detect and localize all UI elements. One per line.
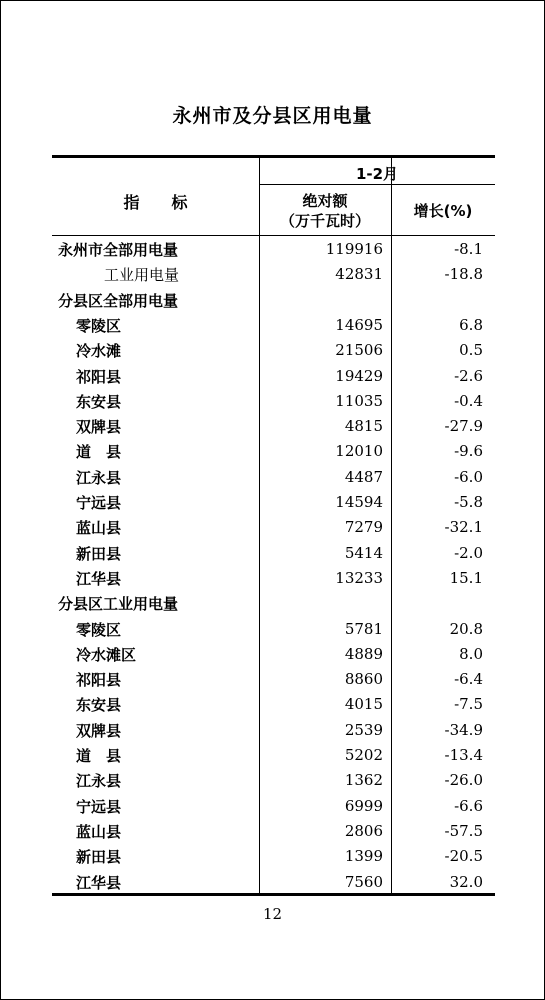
row-growth: -18.8 [444, 265, 483, 284]
row-growth: -6.6 [454, 796, 483, 815]
row-indicator: 宁远县 [76, 494, 122, 512]
row-growth: -57.5 [444, 821, 483, 840]
table-row [52, 869, 495, 894]
row-value: 13233 [335, 568, 383, 587]
row-growth: 32.0 [449, 872, 483, 891]
row-growth: -7.5 [454, 695, 483, 714]
row-growth: -13.4 [444, 746, 483, 764]
row-growth: -6.0 [454, 467, 483, 486]
header-period: 1-2月 [355, 165, 399, 183]
table-row [52, 261, 495, 286]
table-row [52, 438, 495, 463]
header-growth: 增长(%) [413, 202, 473, 220]
row-indicator: 东安县 [76, 696, 122, 715]
table-row [52, 717, 495, 742]
row-indicator: 冷水滩 [76, 342, 122, 361]
table-row [52, 514, 495, 539]
table-row [52, 464, 495, 489]
row-value: 6999 [344, 796, 383, 815]
row-growth: -8.1 [454, 240, 483, 258]
row-indicator: 江华县 [76, 873, 122, 892]
table-row [52, 742, 495, 767]
row-value: 21506 [335, 341, 383, 360]
table-row [52, 565, 495, 590]
table-row [52, 590, 495, 615]
table-row [52, 616, 495, 641]
row-indicator: 道 县 [76, 443, 122, 462]
table-row [52, 363, 495, 388]
row-growth: 8.0 [459, 644, 483, 663]
page-title: 永州市及分县区用电量 [172, 105, 373, 127]
row-growth: 20.8 [449, 619, 483, 638]
row-value: 4889 [344, 644, 383, 663]
row-value: 5781 [344, 619, 383, 638]
table-row [52, 413, 495, 438]
header-indicator: 指 标 [123, 193, 188, 212]
row-value: 4487 [344, 467, 383, 486]
table-row [52, 540, 495, 565]
row-growth: -34.9 [444, 720, 483, 739]
row-indicator: 双牌县 [76, 721, 122, 740]
row-value: 12010 [335, 442, 383, 461]
row-indicator: 分县区工业用电量 [58, 595, 179, 614]
row-indicator: 祁阳县 [76, 367, 122, 386]
row-value: 19429 [335, 366, 383, 385]
row-value: 5202 [344, 746, 383, 764]
row-indicator: 江永县 [76, 468, 122, 487]
row-indicator: 双牌县 [76, 418, 122, 437]
row-growth: -2.6 [454, 366, 483, 385]
row-value: 2539 [344, 720, 383, 739]
table-row [52, 843, 495, 868]
row-indicator: 零陵区 [76, 620, 122, 639]
row-value: 7560 [344, 872, 383, 891]
table-row [52, 236, 495, 261]
row-indicator: 工业用电量 [104, 266, 180, 285]
row-indicator: 道 县 [76, 747, 122, 765]
row-value: 42831 [335, 265, 383, 284]
row-indicator: 冷水滩区 [76, 645, 137, 664]
table-row [52, 489, 495, 514]
table-row [52, 312, 495, 337]
table-row [52, 793, 495, 818]
row-growth: -5.8 [454, 493, 483, 511]
row-indicator: 江华县 [76, 569, 122, 588]
header-absolute: 绝对额 [302, 192, 348, 210]
header-divider-period [259, 184, 495, 185]
row-indicator: 祁阳县 [76, 671, 122, 690]
table-row [52, 388, 495, 413]
row-growth: -2.0 [454, 543, 483, 562]
table-row [52, 666, 495, 691]
row-value: 14695 [335, 315, 383, 334]
row-indicator: 新田县 [76, 848, 122, 867]
row-growth: 15.1 [449, 568, 483, 587]
row-growth: -0.4 [454, 391, 483, 410]
row-growth: -9.6 [454, 442, 483, 461]
row-growth: -20.5 [444, 847, 483, 866]
row-growth: -26.0 [444, 771, 483, 790]
row-growth: -6.4 [454, 670, 483, 689]
row-indicator: 蓝山县 [76, 822, 122, 841]
row-indicator: 新田县 [76, 544, 122, 563]
row-value: 14594 [335, 493, 383, 511]
row-value: 4015 [344, 695, 383, 714]
row-growth: -32.1 [444, 518, 483, 537]
row-indicator: 分县区全部用电量 [58, 291, 179, 310]
table-row [52, 767, 495, 792]
row-growth: -27.9 [444, 417, 483, 436]
row-growth: 6.8 [459, 315, 483, 334]
row-value: 8860 [344, 670, 383, 689]
row-value: 5414 [344, 543, 383, 562]
table-row [52, 641, 495, 666]
row-value: 119916 [325, 240, 383, 258]
row-value: 11035 [335, 391, 383, 410]
row-value: 2806 [344, 821, 383, 840]
row-value: 1399 [344, 847, 383, 866]
row-growth: 0.5 [459, 341, 483, 360]
header-unit: （万千瓦时） [279, 212, 370, 230]
row-indicator: 零陵区 [76, 316, 122, 335]
table-row [52, 691, 495, 716]
row-indicator: 永州市全部用电量 [58, 241, 179, 259]
table-row [52, 818, 495, 843]
row-indicator: 蓝山县 [76, 519, 122, 538]
row-indicator: 江永县 [76, 772, 122, 791]
table-row [52, 337, 495, 362]
row-value: 7279 [344, 518, 383, 537]
row-indicator: 宁远县 [76, 797, 122, 816]
table-row [52, 287, 495, 312]
row-value: 4815 [344, 417, 383, 436]
row-indicator: 东安县 [76, 392, 122, 411]
page-number: 12 [262, 905, 283, 923]
row-value: 1362 [344, 771, 383, 790]
electricity-table [52, 155, 495, 896]
